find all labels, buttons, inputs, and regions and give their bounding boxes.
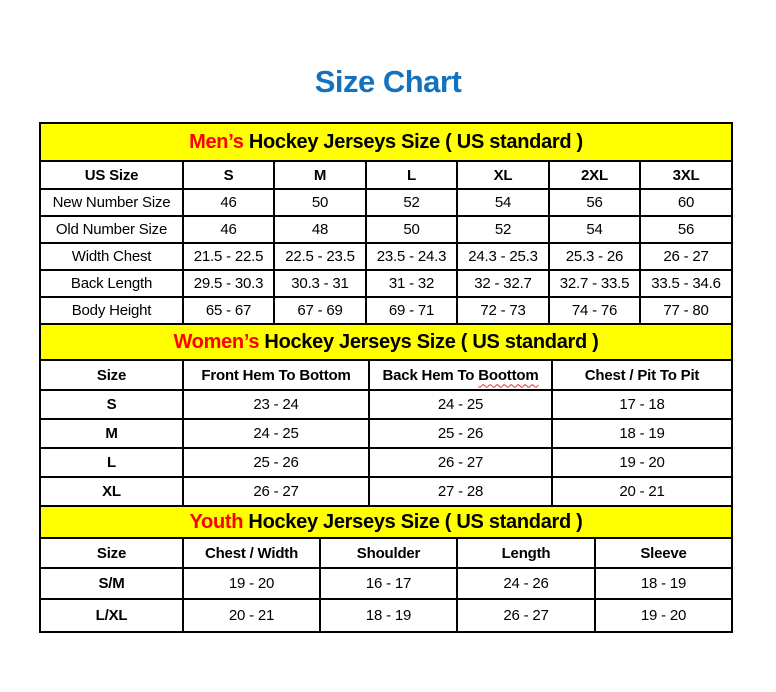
column-header: Size (40, 360, 183, 390)
cell-value: 74 - 76 (549, 297, 640, 324)
cell-value: 54 (549, 216, 640, 243)
row-label: New Number Size (40, 189, 183, 216)
column-header: US Size (40, 161, 183, 189)
column-header: L (366, 161, 457, 189)
cell-value: 20 - 21 (183, 599, 320, 632)
table-row (40, 390, 732, 419)
column-header: Length (457, 538, 595, 568)
column-header: Chest / Width (183, 538, 320, 568)
cell-value: 77 - 80 (640, 297, 732, 324)
cell-value: 32 - 32.7 (457, 270, 549, 297)
cell-value: 67 - 69 (274, 297, 366, 324)
womens-table-band (40, 324, 732, 360)
cell-value: 26 - 27 (640, 243, 732, 270)
table-row (40, 568, 732, 599)
cell-value: 24 - 26 (457, 568, 595, 599)
column-header: Chest / Pit To Pit (552, 360, 732, 390)
youth-table-title (40, 506, 732, 538)
cell-value: 65 - 67 (183, 297, 274, 324)
cell-value: 54 (457, 189, 549, 216)
table-row (40, 216, 732, 243)
cell-value: 19 - 20 (595, 599, 732, 632)
table-row (40, 243, 732, 270)
womens-table-title (40, 324, 732, 360)
cell-value: 23.5 - 24.3 (366, 243, 457, 270)
column-header: 2XL (549, 161, 640, 189)
cell-value: 22.5 - 23.5 (274, 243, 366, 270)
cell-value: 20 - 21 (552, 477, 732, 506)
table-row (40, 297, 732, 324)
table-row (40, 270, 732, 297)
mens-size-table (39, 122, 733, 325)
row-label: L (40, 448, 183, 477)
cell-value: 50 (366, 216, 457, 243)
youth-table-band (40, 506, 732, 538)
misspelled-word-squiggle: Boottom (478, 366, 539, 384)
cell-value: 32.7 - 33.5 (549, 270, 640, 297)
column-header: S (183, 161, 274, 189)
column-header: Sleeve (595, 538, 732, 568)
cell-value: 50 (274, 189, 366, 216)
cell-value: 25 - 26 (183, 448, 369, 477)
cell-value: 30.3 - 31 (274, 270, 366, 297)
row-label: Width Chest (40, 243, 183, 270)
cell-value: 24 - 25 (369, 390, 552, 419)
row-label: Back Length (40, 270, 183, 297)
row-label: M (40, 419, 183, 448)
cell-value: 60 (640, 189, 732, 216)
row-label: S/M (40, 568, 183, 599)
cell-value: 23 - 24 (183, 390, 369, 419)
womens-size-table (39, 323, 733, 507)
cell-value: 25.3 - 26 (549, 243, 640, 270)
cell-value: 26 - 27 (457, 599, 595, 632)
row-label: XL (40, 477, 183, 506)
row-label: Old Number Size (40, 216, 183, 243)
column-header: Size (40, 538, 183, 568)
row-label: Body Height (40, 297, 183, 324)
cell-value: 26 - 27 (369, 448, 552, 477)
column-header (369, 360, 552, 390)
mens-table-band (40, 123, 732, 161)
youth-title-highlight: Youth (189, 510, 244, 533)
youth-header-row (40, 538, 732, 568)
cell-value: 18 - 19 (595, 568, 732, 599)
mens-title-highlight: Men’s (189, 130, 244, 153)
cell-value: 29.5 - 30.3 (183, 270, 274, 297)
womens-header-row (40, 360, 732, 390)
womens-title-highlight: Women’s (173, 330, 260, 353)
cell-value: 52 (457, 216, 549, 243)
cell-value: 19 - 20 (183, 568, 320, 599)
column-header: XL (457, 161, 549, 189)
table-row (40, 599, 732, 632)
cell-value: 31 - 32 (366, 270, 457, 297)
size-chart-tables (39, 122, 731, 633)
cell-value: 24 - 25 (183, 419, 369, 448)
youth-size-table (39, 505, 733, 633)
cell-value: 16 - 17 (320, 568, 457, 599)
cell-value: 33.5 - 34.6 (640, 270, 732, 297)
cell-value: 52 (366, 189, 457, 216)
cell-value: 26 - 27 (183, 477, 369, 506)
cell-value: 56 (549, 189, 640, 216)
mens-header-row (40, 161, 732, 189)
cell-value: 24.3 - 25.3 (457, 243, 549, 270)
cell-value: 72 - 73 (457, 297, 549, 324)
back-hem-label-prefix: Back Hem To (382, 366, 479, 384)
column-header: Front Hem To Bottom (183, 360, 369, 390)
row-label: S (40, 390, 183, 419)
cell-value: 18 - 19 (552, 419, 732, 448)
cell-value: 18 - 19 (320, 599, 457, 632)
cell-value: 21.5 - 22.5 (183, 243, 274, 270)
column-header: M (274, 161, 366, 189)
table-row (40, 448, 732, 477)
column-header: 3XL (640, 161, 732, 189)
column-header: Shoulder (320, 538, 457, 568)
youth-title-rest: Hockey Jerseys Size ( US standard ) (243, 510, 583, 533)
cell-value: 27 - 28 (369, 477, 552, 506)
row-label: L/XL (40, 599, 183, 632)
cell-value: 48 (274, 216, 366, 243)
table-row (40, 477, 732, 506)
cell-value: 25 - 26 (369, 419, 552, 448)
womens-title-rest: Hockey Jerseys Size ( US standard ) (259, 330, 599, 353)
cell-value: 46 (183, 189, 274, 216)
cell-value: 46 (183, 216, 274, 243)
page-title: Size Chart (314, 64, 462, 99)
cell-value: 56 (640, 216, 732, 243)
mens-title-rest: Hockey Jerseys Size ( US standard ) (243, 130, 583, 153)
mens-table-title (40, 123, 732, 161)
cell-value: 19 - 20 (552, 448, 732, 477)
cell-value: 69 - 71 (366, 297, 457, 324)
cell-value: 17 - 18 (552, 390, 732, 419)
table-row (40, 419, 732, 448)
table-row (40, 189, 732, 216)
